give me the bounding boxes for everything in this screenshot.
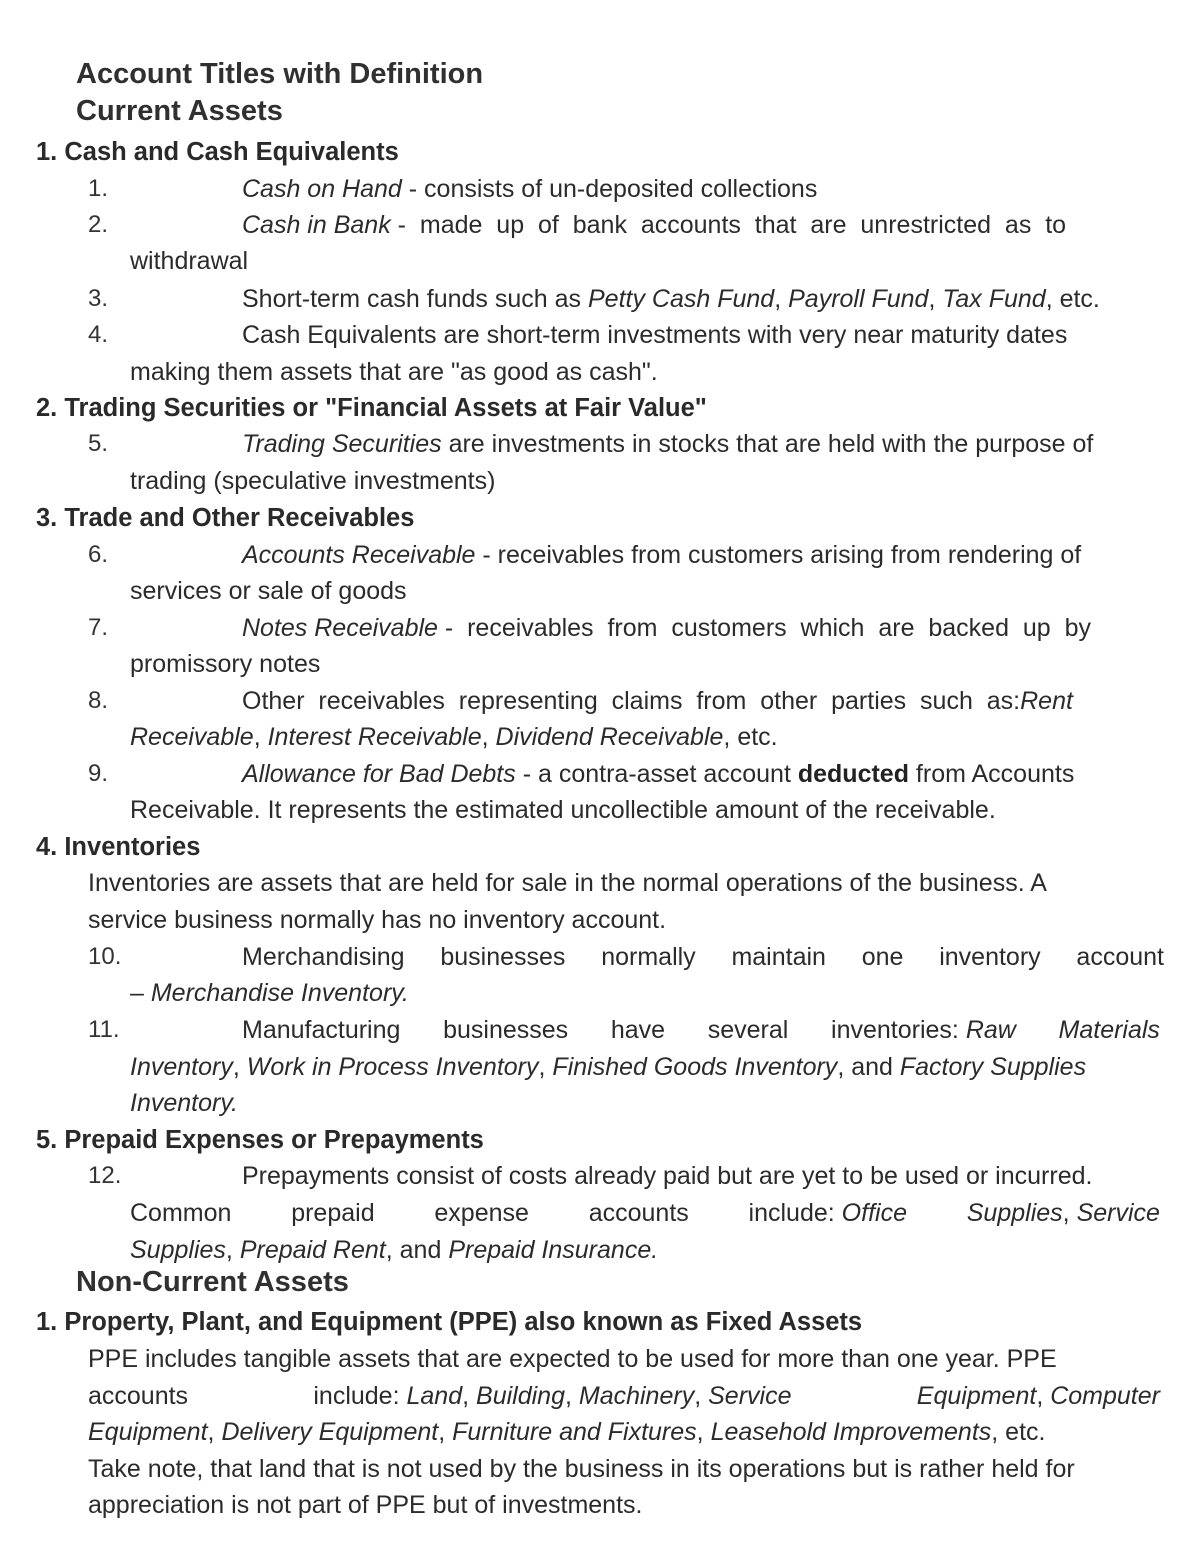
list-item-continuation: Receivable. It represents the estimated uncollectible amount of the receivable. bbox=[130, 796, 996, 824]
section-heading: 2. Trading Securities or "Financial Assets at Fair Value" bbox=[36, 394, 707, 422]
item-number: 6. bbox=[88, 541, 109, 568]
list-item-continuation: Common prepaid expense accounts include: Office Supplies, Service bbox=[130, 1199, 1160, 1227]
list-item-continuation: promissory notes bbox=[130, 650, 321, 678]
list-item: Other receivables representing claims from other parties such as:Rent bbox=[242, 687, 1073, 715]
paragraph: Take note, that land that is not used by the business in its operations but is rather held for bbox=[88, 1455, 1075, 1483]
list-item-continuation: Inventory, Work in Process Inventory, Finished Goods Inventory, and Factory Supplies bbox=[130, 1053, 1087, 1081]
item-number: 2. bbox=[88, 211, 109, 238]
list-item: Manufacturing businesses have several inventories: Raw Materials bbox=[242, 1016, 1160, 1044]
item-number: 3. bbox=[88, 285, 109, 312]
paragraph: appreciation is not part of PPE but of investments. bbox=[88, 1491, 643, 1519]
section-heading: 4. Inventories bbox=[36, 833, 201, 861]
list-item: Cash Equivalents are short-term investments with very near maturity dates bbox=[242, 321, 1068, 349]
list-item-continuation: services or sale of goods bbox=[130, 577, 407, 605]
section-intro: service business normally has no inventory account. bbox=[88, 906, 667, 934]
list-item-continuation: Inventory. bbox=[130, 1089, 238, 1117]
section-heading: 1. Property, Plant, and Equipment (PPE) also known as Fixed Assets bbox=[36, 1308, 863, 1336]
section-heading: 3. Trade and Other Receivables bbox=[36, 504, 415, 532]
paragraph: PPE includes tangible assets that are expected to be used for more than one year. PPE bbox=[88, 1345, 1057, 1373]
list-item-continuation: making them assets that are "as good as cash". bbox=[130, 358, 658, 386]
list-item: Accounts Receivable - receivables from customers arising from rendering of bbox=[242, 541, 1082, 569]
list-item-continuation: trading (speculative investments) bbox=[130, 467, 496, 495]
item-number: 8. bbox=[88, 687, 109, 714]
list-item-continuation: Receivable, Interest Receivable, Dividend Receivable, etc. bbox=[130, 723, 778, 751]
item-number: 5. bbox=[88, 430, 109, 457]
item-number: 10. bbox=[88, 943, 122, 970]
item-number: 7. bbox=[88, 614, 109, 641]
item-number: 11. bbox=[88, 1016, 120, 1043]
list-item: Notes Receivable - receivables from customers which are backed up by bbox=[242, 614, 1091, 642]
section-heading: 5. Prepaid Expenses or Prepayments bbox=[36, 1126, 484, 1154]
page-title: Account Titles with Definition bbox=[76, 58, 484, 90]
section-heading: 1. Cash and Cash Equivalents bbox=[36, 138, 399, 166]
list-item: Cash in Bank - made up of bank accounts that are unrestricted as to bbox=[242, 211, 1067, 239]
list-item-continuation: Supplies, Prepaid Rent, and Prepaid Insurance. bbox=[130, 1236, 659, 1264]
non-current-assets-heading: Non-Current Assets bbox=[76, 1266, 349, 1298]
list-item-continuation: withdrawal bbox=[130, 247, 249, 275]
paragraph: accounts include: Land, Building, Machinery, Service Equipment, Computer bbox=[88, 1382, 1160, 1410]
paragraph: Equipment, Delivery Equipment, Furniture and Fixtures, Leasehold Improvements, etc. bbox=[88, 1418, 1046, 1446]
section-intro: Inventories are assets that are held for sale in the normal operations of the business. A bbox=[88, 869, 1047, 897]
list-item-continuation: – Merchandise Inventory. bbox=[130, 979, 409, 1007]
item-number: 4. bbox=[88, 321, 109, 348]
list-item: Merchandising businesses normally maintain one inventory account bbox=[242, 943, 1164, 971]
item-number: 1. bbox=[88, 175, 109, 202]
item-number: 9. bbox=[88, 760, 109, 787]
list-item: Allowance for Bad Debts - a contra-asset account deducted from Accounts bbox=[242, 760, 1075, 788]
current-assets-heading: Current Assets bbox=[76, 95, 283, 127]
list-item: Short-term cash funds such as Petty Cash Fund, Payroll Fund, Tax Fund, etc. bbox=[242, 285, 1100, 313]
list-item: Trading Securities are investments in stocks that are held with the purpose of bbox=[242, 430, 1094, 458]
item-number: 12. bbox=[88, 1162, 122, 1189]
list-item: Prepayments consist of costs already paid but are yet to be used or incurred. bbox=[242, 1162, 1093, 1190]
list-item: Cash on Hand - consists of un-deposited collections bbox=[242, 175, 818, 203]
